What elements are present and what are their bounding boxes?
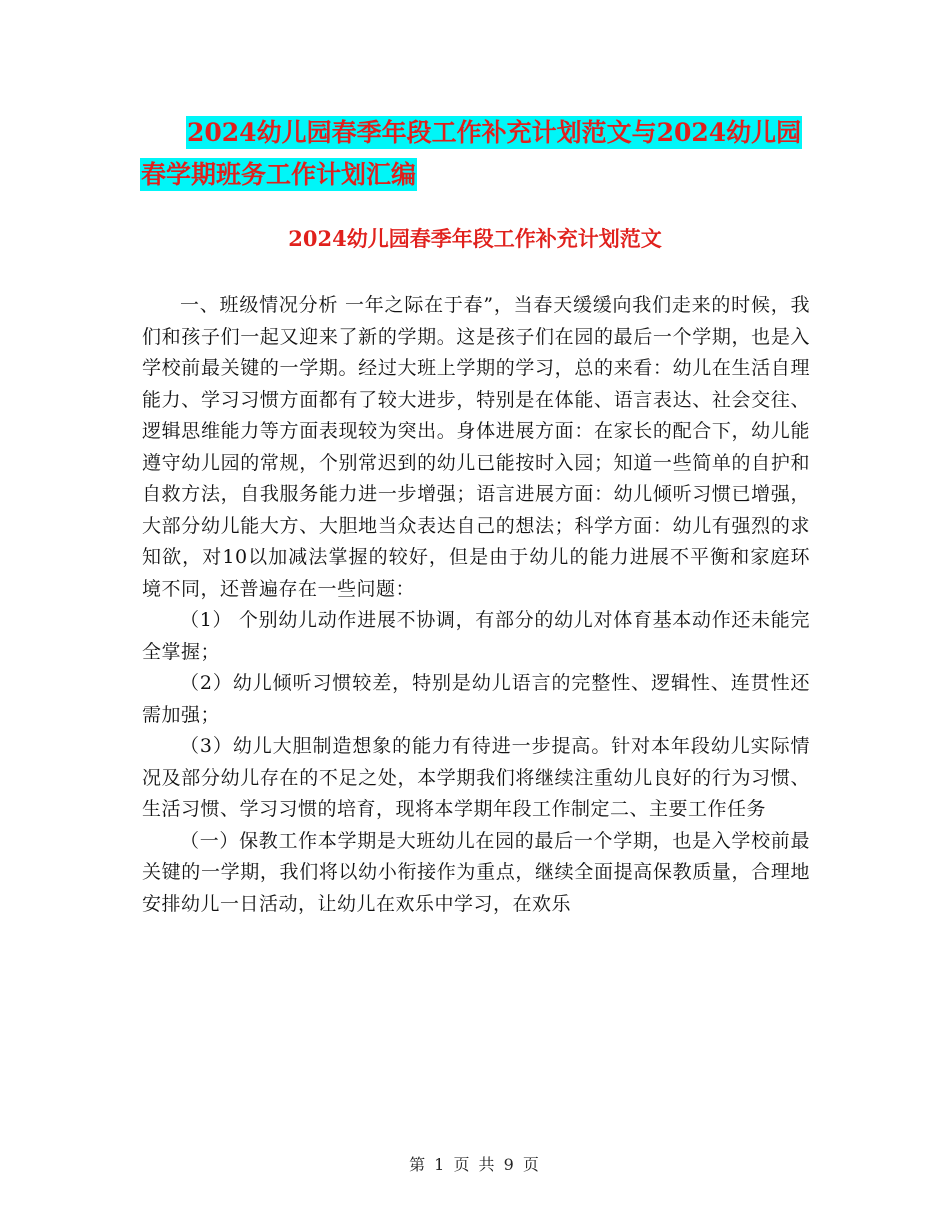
document-title [140, 112, 840, 196]
body-text [142, 290, 810, 920]
paragraph-issue-2: （2）幼儿倾听习惯较差，特别是幼儿语言的完整性、逻辑性、连贯性还需加强； [142, 672, 810, 726]
title-line-1 [140, 112, 840, 154]
paragraph-care-education: （一）保教工作本学期是大班幼儿在园的最后一个学期，也是入学校前最关键的一学期，我们将以幼小衔接作为重点，继续全面提高保教质量，合理地安排幼儿一日活动，让幼儿在欢乐中学习，在欢乐 [142, 829, 810, 915]
paragraph-issue-3: （3）幼儿大胆制造想象的能力有待进一步提高。针对本年段幼儿实际情况及部分幼儿存在的不足之处，本学期我们将继续注重幼儿良好的行为习惯、生活习惯、学习习惯的培育，现将本学期年段工作制定二、主要工作任务 [142, 735, 810, 820]
paragraph-class-analysis: 一、班级情况分析 一年之际在于春”，当春天缓缓向我们走来的时候，我们和孩子们一起又迎来了新的学期。这是孩子们在园的最后一个学期，也是入学校前最关键的一学期。经过大班上学期的学习，总的来看：幼儿在生活自理能力、学习习惯方面都有了较大进步，特别是在体能、语言表达、社会交往、逻辑思维能力等方面表现较为突出。身体进展方面：在家长的配合下，幼儿能遵守幼儿园的常规，个别常迟到的幼儿已能按时入园；知道一些简单的自护和自救方法，自我服务能力进一步增强；语言进展方面：幼儿倾听习惯已增强，大部分幼儿能大方、大胆地当众表达自己的想法；科学方面：幼儿有强烈的求知欲，对10以加减法掌握的较好，但是由于幼儿的能力进展不平衡和家庭环境不同，还普遍存在一些问题： [142, 294, 810, 600]
page-footer: 第 1 页 共 9 页 [409, 1155, 541, 1174]
title-line-2 [140, 154, 840, 196]
title-line-2-text: 春学期班务工作计划汇编 [141, 160, 417, 189]
title-line-1-text: 2024幼儿园春季年段工作补充计划范文与2024幼儿园 [187, 118, 802, 147]
section-title: 2024幼儿园春季年段工作补充计划范文 [288, 226, 662, 251]
paragraph-issue-1: （1） 个别幼儿动作进展不协调，有部分的幼儿对体育基本动作还未能完全掌握； [142, 609, 810, 663]
